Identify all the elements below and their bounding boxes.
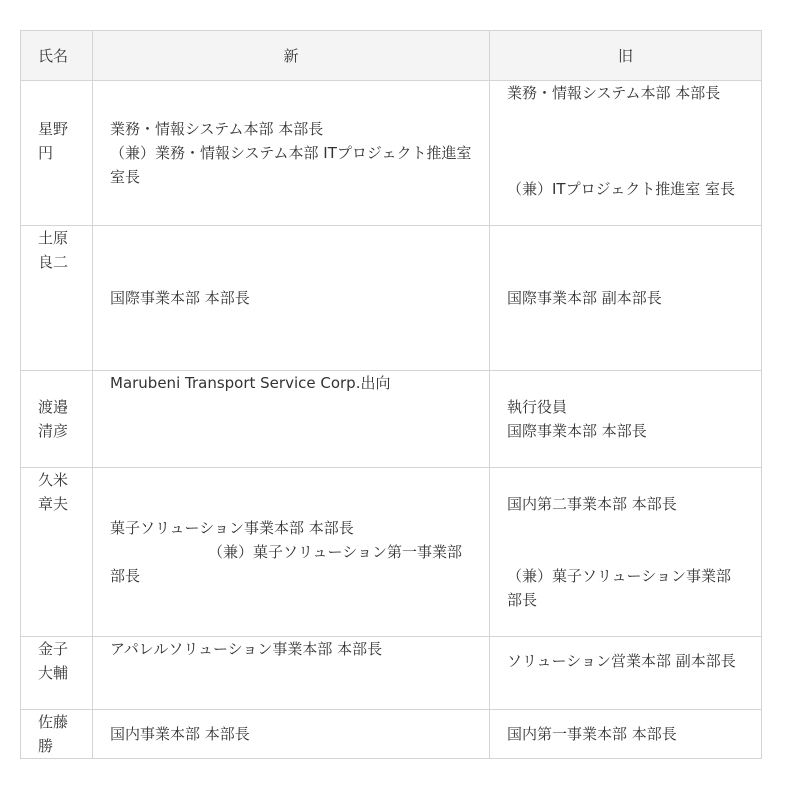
old-position-cell (490, 637, 762, 709)
new-position-cell (93, 226, 490, 370)
old-position-cell (490, 81, 762, 225)
name-cell (21, 81, 93, 225)
person-name: 渡邉清彦 (38, 398, 69, 440)
old-position-line: 国内第二事業本部 本部長 (507, 495, 677, 513)
old-position-line: 国内第一事業本部 本部長 (507, 725, 677, 743)
name-cell (21, 226, 93, 370)
name-cell (21, 637, 93, 709)
new-position-line: （兼）業務・情報システム本部 ITプロジェクト推進室 室長 (110, 144, 472, 186)
person-name: 星野円 (38, 120, 69, 162)
name-cell (21, 371, 93, 467)
new-position-cell (93, 710, 490, 758)
header-name: 氏名 (21, 31, 93, 80)
old-position-line: 国際事業本部 副本部長 (507, 289, 662, 307)
table-row (21, 710, 762, 759)
new-position-line: Marubeni Transport Service Corp.出向 (110, 374, 391, 392)
new-position-line: 業務・情報システム本部 本部長 (110, 120, 324, 138)
table-row (21, 371, 762, 468)
name-cell (21, 468, 93, 636)
person-name: 土原良二 (38, 229, 69, 271)
new-position-line: アパレルソリューション事業本部 本部長 (110, 640, 383, 658)
person-name: 佐藤勝 (38, 713, 69, 755)
old-position-line: 執行役員 (507, 398, 568, 416)
new-position-cell (93, 468, 490, 636)
new-position-line: 国際事業本部 本部長 (110, 289, 250, 307)
person-name: 久米章夫 (38, 471, 69, 513)
name-cell (21, 710, 93, 758)
new-position-cell (93, 371, 490, 467)
table-row (21, 637, 762, 710)
person-name: 金子大輔 (38, 640, 69, 682)
old-position-cell (490, 371, 762, 467)
old-position-line: （兼）ITプロジェクト推進室 室長 (507, 180, 736, 198)
table-header-row (21, 31, 762, 81)
table-row (21, 226, 762, 371)
old-position-line: ソリューション営業本部 副本部長 (507, 652, 736, 670)
old-position-line: （兼）菓子ソリューション事業部 部長 (507, 567, 731, 609)
table-row (21, 468, 762, 637)
old-position-cell (490, 710, 762, 758)
new-position-line: （兼）菓子ソリューション第一事業部 部長 (110, 543, 462, 585)
header-old: 旧 (490, 31, 762, 80)
old-position-cell (490, 468, 762, 636)
new-position-line: 菓子ソリューション事業本部 本部長 (110, 519, 354, 537)
new-position-cell (93, 637, 490, 709)
new-position-cell (93, 81, 490, 225)
personnel-table (20, 30, 762, 759)
old-position-line: 国際事業本部 本部長 (507, 422, 647, 440)
old-position-cell (490, 226, 762, 370)
table-row (21, 81, 762, 226)
header-new: 新 (93, 31, 490, 80)
old-position-line: 業務・情報システム本部 本部長 (507, 84, 721, 102)
new-position-line: 国内事業本部 本部長 (110, 725, 250, 743)
